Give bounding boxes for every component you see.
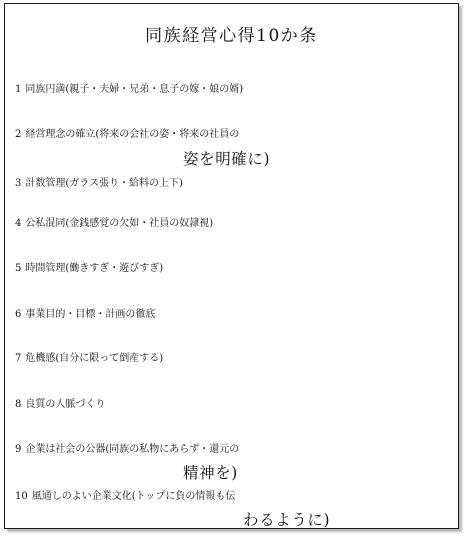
list-item-6 bbox=[15, 302, 455, 328]
item-text: 危機感(自分に限って倒産する) bbox=[25, 353, 164, 364]
item-number: 4 bbox=[15, 218, 22, 229]
item-text: 企業は社会の公器(同族の私物にあらず・還元の bbox=[25, 444, 240, 455]
item-text: 計数管理(ガラス張り・給料の上下) bbox=[25, 178, 183, 189]
item-number: 3 bbox=[15, 178, 22, 189]
list-item-7 bbox=[15, 346, 455, 372]
item-number: 9 bbox=[15, 444, 22, 455]
item-number: 1 bbox=[15, 84, 22, 95]
list-item-1 bbox=[15, 77, 455, 103]
item-number: 2 bbox=[15, 129, 22, 140]
list-item-5 bbox=[15, 256, 455, 282]
item-text: 時間管理(働きすぎ・遊びすぎ) bbox=[25, 263, 164, 274]
item-continuation: 精神を) bbox=[183, 464, 238, 482]
item-number: 7 bbox=[15, 353, 22, 364]
item-text: 良質の人脈づくり bbox=[25, 399, 106, 410]
item-number: 8 bbox=[15, 399, 22, 410]
page-title: 同族経営心得10か条 bbox=[145, 26, 318, 46]
document-frame bbox=[4, 3, 459, 529]
item-number: 10 bbox=[15, 491, 28, 502]
item-text: 風通しのよい企業文化(トップに負の情報も伝 bbox=[31, 491, 236, 502]
list-item-10 bbox=[15, 484, 455, 510]
item-number: 5 bbox=[15, 263, 22, 274]
list-item-8 bbox=[15, 392, 455, 418]
item-text: 経営理念の確立(将来の会社の姿・将来の社員の bbox=[25, 129, 240, 140]
item-continuation: わるように) bbox=[243, 511, 331, 529]
item-text: 公私混同(金銭感覚の欠如・社員の奴隷視) bbox=[25, 218, 214, 229]
item-number: 6 bbox=[15, 309, 22, 320]
item-text: 同族円満(親子・夫婦・兄弟・息子の嫁・娘の婿) bbox=[25, 84, 244, 95]
item-text: 事業目的・目標・計画の徹底 bbox=[25, 309, 156, 320]
list-item-3 bbox=[15, 171, 455, 197]
list-item-2 bbox=[15, 122, 455, 148]
item-continuation: 姿を明確に) bbox=[183, 150, 271, 168]
list-item-4 bbox=[15, 211, 455, 237]
